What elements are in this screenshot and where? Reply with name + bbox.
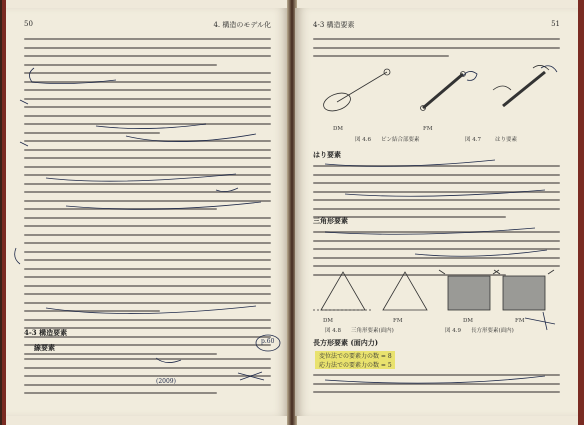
figure-4-6-4-7 bbox=[313, 60, 563, 130]
rect-section-title bbox=[313, 338, 560, 348]
rect-title-sub: (面内力) bbox=[350, 338, 379, 347]
fig-dm-label: DM bbox=[333, 126, 344, 132]
right-page-header bbox=[313, 20, 560, 30]
fig-4-9-caption: 長方形要素(面内) bbox=[471, 328, 514, 334]
left-subsection-title: 線要素 bbox=[34, 343, 55, 352]
right-page-number: 51 bbox=[551, 20, 560, 28]
fig-4-9-number: 図 4.9 bbox=[445, 328, 461, 334]
fig-4-9-dm: DM bbox=[463, 318, 474, 324]
fig-4-6-caption: ピン結合部要素 bbox=[381, 137, 420, 143]
bottom-note: (2009) bbox=[156, 378, 176, 385]
left-body-text bbox=[24, 38, 271, 361]
fig-4-6-number: 図 4.6 bbox=[355, 137, 371, 143]
right-page bbox=[295, 8, 578, 416]
highlight-line-1: 変位法での要素力の数 = 8 bbox=[319, 353, 392, 360]
highlight-line-2: 応力法での要素力の数 = 5 bbox=[319, 362, 392, 369]
triangle-section bbox=[313, 214, 560, 282]
left-page-header bbox=[24, 20, 271, 30]
left-section-title: 4-3 構造要素 bbox=[24, 328, 68, 337]
left-page-number: 50 bbox=[24, 20, 33, 28]
right-bottom-text bbox=[313, 374, 560, 400]
fig-4-7-caption: はり要素 bbox=[495, 137, 518, 143]
left-section bbox=[24, 326, 271, 401]
rect-title-text: 長方形要素 bbox=[313, 338, 348, 347]
fig-4-9-fm: FM bbox=[515, 318, 525, 324]
beam-section-title: はり要素 bbox=[313, 150, 341, 159]
left-page bbox=[6, 8, 289, 416]
fig-4-7-number: 図 4.7 bbox=[465, 137, 481, 143]
triangle-section-title: 三角形要素 bbox=[313, 216, 348, 225]
right-running-head: 4-3 構造要素 bbox=[313, 21, 355, 29]
fig-4-8-number: 図 4.8 bbox=[325, 328, 341, 334]
left-running-head: 4. 構造のモデル化 bbox=[213, 21, 271, 29]
margin-note: p.60 bbox=[261, 338, 275, 345]
fig-4-8-fm: FM bbox=[393, 318, 403, 324]
fig-4-8-dm: DM bbox=[323, 318, 334, 324]
fig-fm-label: FM bbox=[423, 126, 433, 132]
right-intro-text bbox=[313, 38, 560, 64]
fig-4-8-caption: 三角形要素(面内) bbox=[351, 328, 394, 334]
